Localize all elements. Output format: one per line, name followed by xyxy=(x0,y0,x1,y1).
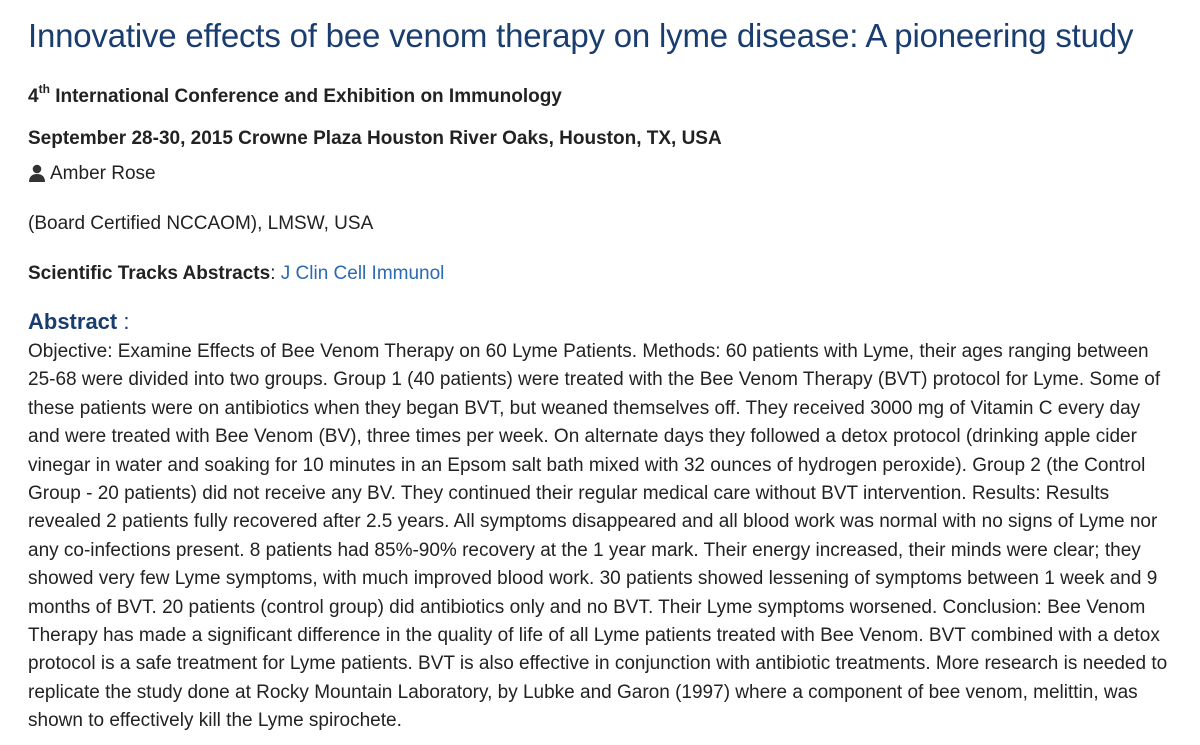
author-name: Amber Rose xyxy=(50,163,156,184)
conference-name xyxy=(28,81,1172,109)
conference-title: International Conference and Exhibition on Immunology xyxy=(55,86,562,107)
abstract-heading xyxy=(28,309,1172,335)
article-title: Innovative effects of bee venom therapy on lyme disease: A pioneering study xyxy=(28,17,1134,54)
user-icon xyxy=(28,164,46,182)
abstract-heading-colon: : xyxy=(117,309,130,334)
abstract-heading-word: Abstract xyxy=(28,309,118,334)
conference-dates-location: September 28-30, 2015 Crowne Plaza Houston River Oaks, Houston, TX, USA xyxy=(28,128,722,149)
author-line xyxy=(28,161,1172,187)
tracks-separator: : xyxy=(270,263,281,284)
conference-ordinal-suffix: th xyxy=(38,81,50,96)
abstract-body: Objective: Examine Effects of Bee Venom Therapy on 60 Lyme Patients. Methods: 60 patients with Lyme, their ages ranging between 25-68 were divided into two groups. Group 1 (40 patients) were treated with the Bee Venom Therapy (BVT) protocol for Lyme. Some of these patients were on antibiotics when they began BVT, but weaned themselves off. They received 3000 mg of Vitamin C every day and were treated with Bee Venom (BV), three times per week. On alternate days they followed a detox protocol (drinking apple cider vinegar in water and soaking for 10 minutes in an Epsom salt bath mixed with 32 ounces of hydrogen peroxide). Group 2 (the Control Group - 20 patients) did not receive any BV. They continued their regular medical care without BVT intervention. Results: Results revealed 2 patients fully recovered after 2.5 years. All symptoms disappeared and all blood work was normal with no signs of Lyme nor any co-infections present. 8 patients had 85%-90% recovery at the 1 year mark. Their energy increased, their minds were clear; they showed very few Lyme symptoms, with much improved blood work. 30 patients showed lessening of symptoms between 1 week and 9 months of BVT. 20 patients (control group) did antibiotics only and no BVT. Their Lyme symptoms worsened. Conclusion: Bee Venom Therapy has made a significant difference in the quality of life of all Lyme patients treated with Bee Venom. BVT combined with a detox protocol is a safe treatment for Lyme patients. BVT is also effective in conjunction with antibiotic treatments. More research is needed to replicate the study done at Rocky Mountain Laboratory, by Lubke and Garon (1997) where a component of bee venom, melittin, was shown to effectively kill the Lyme spirochete. xyxy=(28,341,1168,732)
author-affiliation: (Board Certified NCCAOM), LMSW, USA xyxy=(28,213,374,234)
journal-link[interactable]: J Clin Cell Immunol xyxy=(280,263,445,284)
conference-ordinal: 4 xyxy=(28,86,39,107)
scientific-tracks xyxy=(28,261,1172,287)
tracks-label: Scientific Tracks Abstracts xyxy=(28,263,271,284)
